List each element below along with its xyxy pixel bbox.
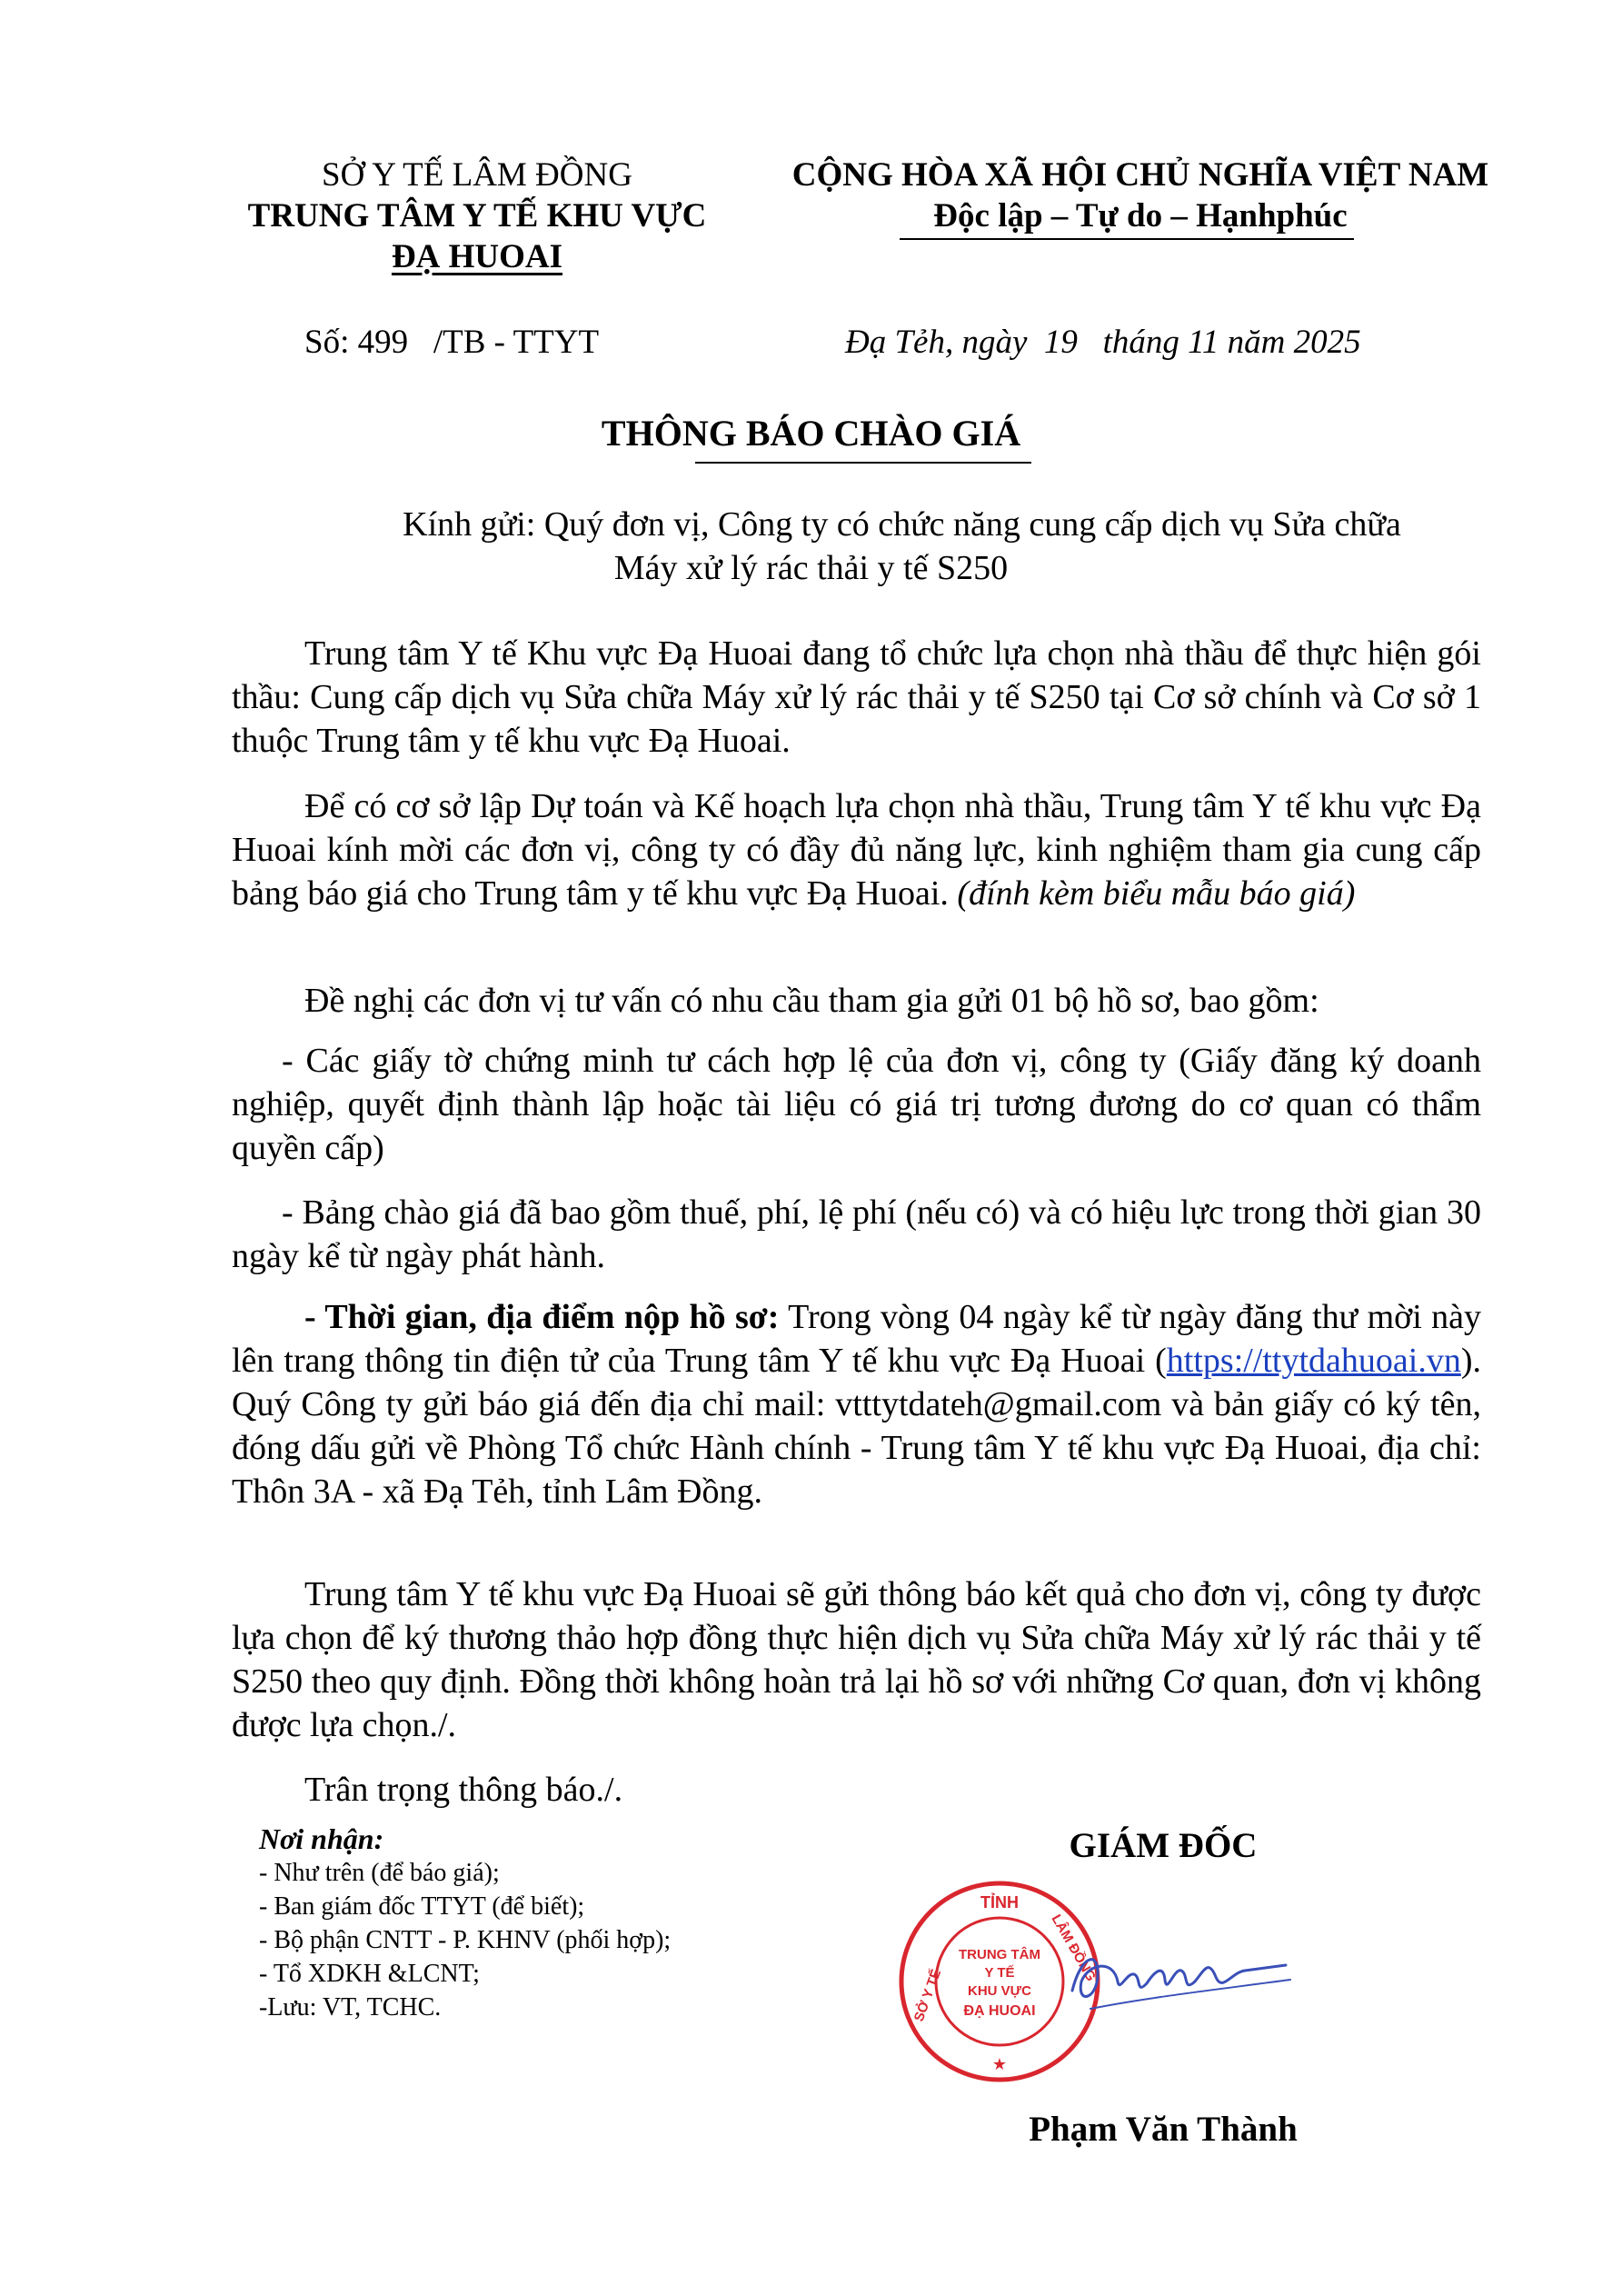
salutation-line-1: Kính gửi: Quý đơn vị, Công ty có chức năng cung cấp dịch vụ Sửa chữa: [403, 505, 1401, 544]
stamp-star-icon: ★: [991, 2055, 1008, 2073]
submission-text-a: Trong vòng 04 ngày kể từ ngày đăng thư mời này lên trang thông tin điện tử của Trung tâm Y tế khu vực Đạ Huoai (: [232, 1298, 1481, 1380]
agency-name: TRUNG TÂM Y TẾ KHU VỰC: [247, 197, 707, 235]
paragraph-2-text: Để có cơ sở lập Dự toán và Kế hoạch lựa chọn nhà thầu, Trung tâm Y tế khu vực Đạ Huoai kính mời các đơn vị, công ty có đầy đủ năng lực, kinh nghiệm tham gia cung cấp bảng báo giá cho Trung tâm y tế khu vực Đạ Huoai.: [232, 787, 1481, 913]
title-underline: [695, 462, 1031, 464]
closing-line: Trân trọng thông báo./.: [304, 1771, 623, 1809]
paragraph-5: Trung tâm Y tế khu vực Đạ Huoai sẽ gửi thông báo kết quả cho đơn vị, công ty được lựa chọn để ký thương thảo hợp đồng thực hiện dịch vụ Sửa chữa Máy xử lý rác thải y tế S250 theo quy định. Đồng thời không hoàn trả lại hồ sơ với những Cơ quan, đơn vị không được lựa chọn./.: [232, 1575, 1481, 1744]
stamp-center-4: ĐẠ HUOAI: [963, 2003, 1036, 2019]
paragraph-3: Đề nghị các đơn vị tư vấn có nhu cầu tham gia gửi 01 bộ hồ sơ, bao gồm:: [304, 982, 1319, 1020]
attachment-note: (đính kèm biểu mẫu báo giá): [957, 874, 1356, 913]
country-name: CỘNG HÒA XÃ HỘI CHỦ NGHĨA VIỆT NAM: [791, 156, 1489, 194]
submission-label: - Thời gian, địa điểm nộp hồ sơ:: [304, 1298, 780, 1336]
salutation-line-2: Máy xử lý rác thải y tế S250: [613, 549, 1009, 587]
requirement-bullet-1: - Các giấy tờ chứng minh tư cách hợp lệ của đơn vị, công ty (Giấy đăng ký doanh nghiệp, quyết định thành lập hoặc tài liệu có giá trị tương đương do cơ quan có thẩm quyền cấp): [232, 1042, 1481, 1167]
paragraph-1: Trung tâm Y tế Khu vực Đạ Huoai đang tổ chức lựa chọn nhà thầu để thực hiện gói thầu: Cung cấp dịch vụ Sửa chữa Máy xử lý rác thải y tế S250 tại Cơ sở chính và Cơ sở 1 thuộc Trung tâm y tế khu vực Đạ Huoai.: [232, 634, 1481, 760]
stamp-ring-right: LÂM ĐỒNG: [1048, 1912, 1100, 1984]
stamp-top-text: TỈNH: [980, 1893, 1019, 1912]
signer-title: GIÁM ĐỐC: [1069, 1826, 1258, 1865]
recipient-item: - Bộ phận CNTT - P. KHNV (phối hợp);: [259, 1926, 672, 1954]
recipients-block: [259, 1822, 895, 2024]
paragraph-4: [232, 1295, 1481, 1513]
stamp-center-1: TRUNG TÂM: [959, 1947, 1040, 1962]
document-number: Số: 499 /TB - TTYT: [304, 324, 600, 361]
salutation: [273, 503, 1531, 590]
stamp-center-2: Y TẾ: [984, 1965, 1015, 1981]
requirement-bullet-2: - Bảng chào giá đã bao gồm thuế, phí, lệ phí (nếu có) và có hiệu lực trong thời gian 30 ngày kể từ ngày phát hành.: [232, 1193, 1481, 1275]
handwritten-signature-icon: [1063, 1927, 1299, 2027]
recipient-item: - Tổ XDKH &LCNT;: [259, 1960, 480, 1988]
agency-location: ĐẠ HUOAI: [391, 238, 563, 275]
national-motto: Độc lập – Tự do – Hạnhphúc: [933, 197, 1348, 235]
stamp-inner-ring: [936, 1918, 1063, 2045]
submission-text-b: ). Quý Công ty gửi báo giá đến địa chỉ mail: vtttytdateh@gmail.com và bản giấy có ký tên, đóng dấu gửi về Phòng Tổ chức Hành chính - Trung tâm Y tế khu vực Đạ Huoai, địa chỉ: Thôn 3A - xã Đạ Tẻh, tỉnh Lâm Đồng.: [232, 1342, 1481, 1511]
recipient-item: -Lưu: VT, TCHC.: [259, 1993, 442, 2021]
website-link[interactable]: https://ttytdahuoai.vn: [1166, 1342, 1461, 1380]
parent-agency: SỞ Y TẾ LÂM ĐỒNG: [322, 156, 632, 194]
stamp-ring-left: SỞ Y TẾ: [911, 1967, 945, 2024]
recipients-heading: Nơi nhận:: [259, 1822, 384, 1855]
national-header: [754, 155, 1527, 236]
document-date: Đạ Tẻh, ngày 19 tháng 11 năm 2025: [845, 324, 1361, 361]
signer-name: Phạm Văn Thành: [1029, 2110, 1298, 2149]
document-title: THÔNG BÁO CHÀO GIÁ: [601, 413, 1021, 454]
motto-underline: [900, 238, 1354, 240]
stamp-center-3: KHU VỰC: [968, 1983, 1031, 1999]
paragraph-2: [232, 784, 1481, 915]
recipient-item: - Như trên (để báo giá);: [259, 1859, 500, 1887]
agency-header: [204, 155, 750, 277]
recipient-item: - Ban giám đốc TTYT (để biết);: [259, 1892, 585, 1921]
